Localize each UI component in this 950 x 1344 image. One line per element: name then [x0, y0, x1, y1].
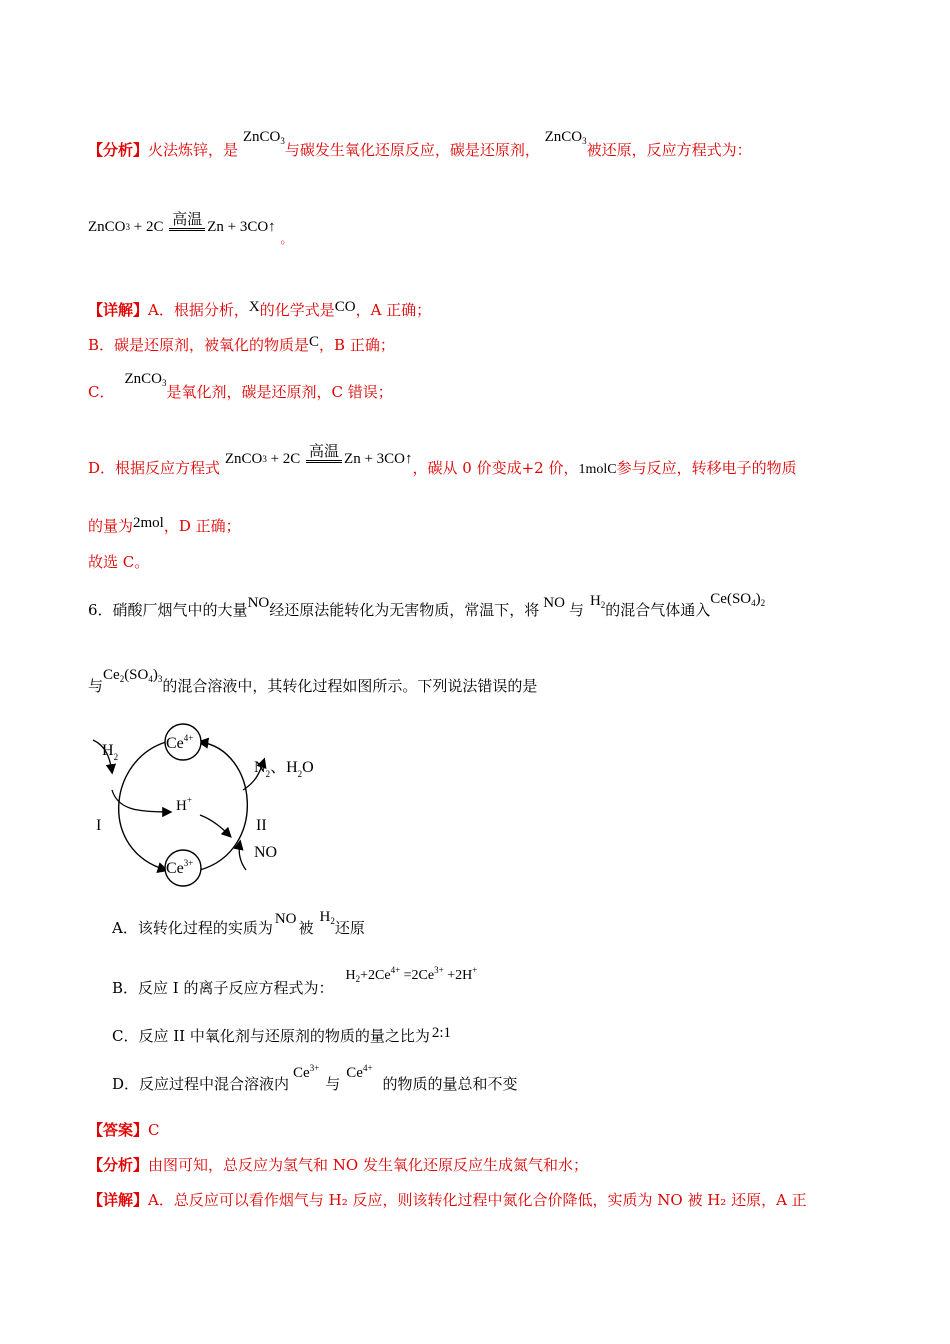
reaction-1-label: I	[96, 817, 102, 834]
question-6-line-1	[88, 591, 766, 622]
detail-a-text-1: A．根据分析，	[148, 301, 249, 319]
mol-quantity: 1molC	[578, 462, 617, 477]
ce3-ion	[293, 1063, 319, 1084]
equation-inline	[225, 444, 413, 469]
co-formula: CO	[334, 299, 356, 315]
analysis-text-3: 被还原，反应方程式为：	[586, 141, 752, 159]
formula-subscript: 3	[582, 136, 587, 146]
option-b-text: B．反应 I 的离子反应方程式为：	[112, 979, 334, 997]
question-text-1: 硝酸厂烟气中的大量	[112, 601, 248, 619]
formula-subscript: 3	[157, 674, 163, 684]
formula-subscript: 3	[280, 136, 285, 146]
detail-tag: 【详解】	[88, 301, 149, 319]
formula-superscript: +	[472, 965, 478, 975]
answer-analysis	[88, 1155, 588, 1175]
formula-paren: )	[152, 667, 158, 683]
analysis-line	[88, 129, 752, 162]
detail-option-d-cont	[88, 516, 241, 537]
equation-rhs: Zn + 3CO↑	[344, 451, 413, 467]
reaction-condition	[306, 444, 342, 469]
ce3-label: $Ce^{3+}$	[166, 858, 194, 877]
equation-body	[88, 212, 276, 237]
formula-subscript: 3	[161, 378, 167, 388]
option-d-text-1: D．反应过程中混合溶液内	[112, 1075, 290, 1093]
detail-option-d	[88, 444, 797, 480]
formula-subscript: 2	[355, 974, 361, 984]
option-d-text-2: 与	[325, 1075, 341, 1093]
equals-bar	[306, 460, 342, 463]
formula-text: Ce(SO	[710, 591, 752, 607]
option-d	[112, 1063, 518, 1096]
detail-d-text-3: 参与反应，转移电子的物质	[616, 459, 797, 477]
hplus-label: H+	[176, 795, 192, 814]
h2-formula	[590, 591, 605, 612]
option-c	[112, 1026, 451, 1047]
detail-b-text-1: B．碳是还原剂，被氧化的物质是	[88, 336, 310, 354]
no-label: NO	[254, 844, 278, 861]
ce4-ion	[346, 1063, 372, 1084]
answer-tag: 【答案】	[88, 1121, 149, 1139]
formula-text: H	[319, 909, 331, 925]
formula-text: ZnCO	[242, 129, 281, 145]
question-6-line-2	[88, 667, 538, 698]
carbon-symbol: C	[309, 334, 320, 350]
question-text-3: 与	[568, 601, 584, 619]
detail-c-text: 是氧化剂，碳是还原剂，C 错误；	[166, 383, 393, 401]
znco3-formula	[124, 369, 166, 390]
analysis-text-2: 与碳发生氧化还原反应，碳是还原剂，	[284, 141, 540, 159]
formula-superscript: 3+	[309, 1063, 320, 1073]
znco3-formula	[545, 127, 587, 148]
condition-text: 高温	[309, 444, 340, 460]
formula-subscript: 2	[330, 916, 335, 926]
answer-value: C	[148, 1121, 160, 1139]
formula-superscript: 3+	[434, 965, 444, 975]
formula-subscript: 2	[600, 600, 606, 610]
answer-detail	[88, 1190, 807, 1210]
formula-text: H	[345, 968, 356, 983]
no-formula: NO	[543, 595, 565, 611]
condition-text: 高温	[172, 212, 203, 228]
equation-lhs: ZnCO	[224, 451, 263, 467]
option-a-text-3: 还原	[334, 919, 365, 937]
formula-text: Ce	[103, 667, 120, 683]
equation-plus: + 2C	[266, 451, 305, 467]
equation-period: 。	[280, 232, 293, 246]
h2-label: $H_2$	[102, 742, 119, 762]
detail-tag: 【详解】	[88, 1191, 149, 1209]
equation-subscript: 3	[262, 454, 267, 464]
detail-option-c	[88, 371, 393, 404]
reaction-condition	[169, 212, 205, 237]
answer-line	[88, 1120, 160, 1140]
analysis-text: 由图可知，总反应为氢气和 NO 发生氧化还原反应生成氮气和水；	[148, 1156, 588, 1174]
reaction-2-label: II	[256, 817, 267, 834]
option-a-text-1: A．该转化过程的实质为	[112, 919, 273, 937]
equation-plus: + 2C	[130, 219, 168, 235]
formula-subscript: 4	[751, 598, 756, 608]
formula-text: +2H	[443, 968, 473, 983]
detail-option-b	[88, 335, 395, 356]
formula-text: =2Ce	[400, 968, 435, 983]
detail-b-text-2: ，B 正确；	[319, 336, 395, 354]
products-label: $N_2$、$H_2O$	[254, 759, 314, 779]
formula-superscript: 4+	[390, 965, 401, 975]
option-a	[112, 909, 365, 940]
formula-subscript: 4	[148, 674, 153, 684]
formula-text: Ce	[293, 1065, 310, 1081]
no-formula: NO	[247, 595, 270, 611]
question-text-4: 的混合气体通入	[605, 601, 711, 619]
formula-text: (SO	[124, 667, 149, 683]
reaction-cycle-diagram	[88, 720, 348, 900]
conclusion: 故选 C。	[88, 553, 150, 571]
formula-text: +2Ce	[360, 968, 391, 983]
equals-bar	[169, 228, 205, 231]
ce4-label: $Ce^{4+}$	[166, 733, 194, 752]
equation-subscript: 3	[125, 222, 130, 232]
equation-lhs: ZnCO	[88, 219, 126, 235]
no-arrow	[239, 842, 246, 870]
detail-d-text-1: D．根据反应方程式	[88, 459, 221, 477]
hplus-to-cycle-arrow	[200, 815, 230, 836]
detail-option-a	[88, 300, 431, 321]
formula-subscript: 2	[119, 674, 125, 684]
detail-d-text-2: ，碳从 0 价变成+2 价，	[412, 459, 579, 477]
h2-formula	[320, 907, 335, 928]
formula-superscript: 4+	[362, 1063, 373, 1073]
question-text-5: 与	[88, 677, 104, 695]
analysis-tag: 【分析】	[88, 1156, 149, 1174]
question-text-6: 的混合溶液中，其转化过程如图所示。下列说法错误的是	[162, 677, 538, 695]
option-b	[112, 965, 478, 1000]
formula-paren: )	[755, 591, 761, 607]
formula-text: Ce	[346, 1065, 363, 1081]
equation-rhs: Zn + 3CO↑	[207, 219, 276, 235]
formula-text: ZnCO	[124, 371, 162, 387]
formula-text: H	[589, 593, 601, 609]
question-text-2: 经还原法能转化为无害物质，常温下，将	[269, 601, 540, 619]
formula-text: ZnCO	[544, 129, 583, 145]
option-d-text-3: 的物质的量总和不变	[382, 1075, 518, 1093]
ce2-so4-3-formula	[103, 665, 162, 686]
analysis-text-1: 火法炼锌，是	[148, 141, 239, 159]
option-c-text: C．反应 II 中氧化剂与还原剂的物质的量之比为	[112, 1027, 430, 1045]
formula-subscript: 2	[760, 598, 766, 608]
question-number: 6．	[88, 601, 113, 619]
znco3-formula	[243, 127, 285, 148]
detail-a-text-2: 的化学式是	[259, 301, 335, 319]
option-b-equation	[346, 966, 478, 986]
cycle-right-arc	[200, 742, 247, 870]
ce-so4-2-formula	[710, 589, 765, 610]
detail-text: A．总反应可以看作烟气与 H₂ 反应，则该转化过程中氮化合价降低，实质为 NO 被 H₂ 还原，A 正	[148, 1191, 807, 1209]
no-formula: NO	[274, 911, 297, 927]
ratio-value: 2:1	[431, 1025, 452, 1041]
analysis-tag: 【分析】	[88, 141, 149, 159]
detail-d-text-5: ，D 正确；	[163, 517, 241, 535]
detail-c-prefix: C．	[88, 383, 115, 401]
reaction-equation	[88, 212, 293, 246]
detail-d-text-4: 的量为	[88, 517, 134, 535]
mol-quantity: 2mol	[133, 515, 164, 531]
detail-a-text-3: ，A 正确；	[355, 301, 432, 319]
option-a-text-2: 被	[298, 919, 314, 937]
x-symbol: X	[248, 299, 260, 315]
